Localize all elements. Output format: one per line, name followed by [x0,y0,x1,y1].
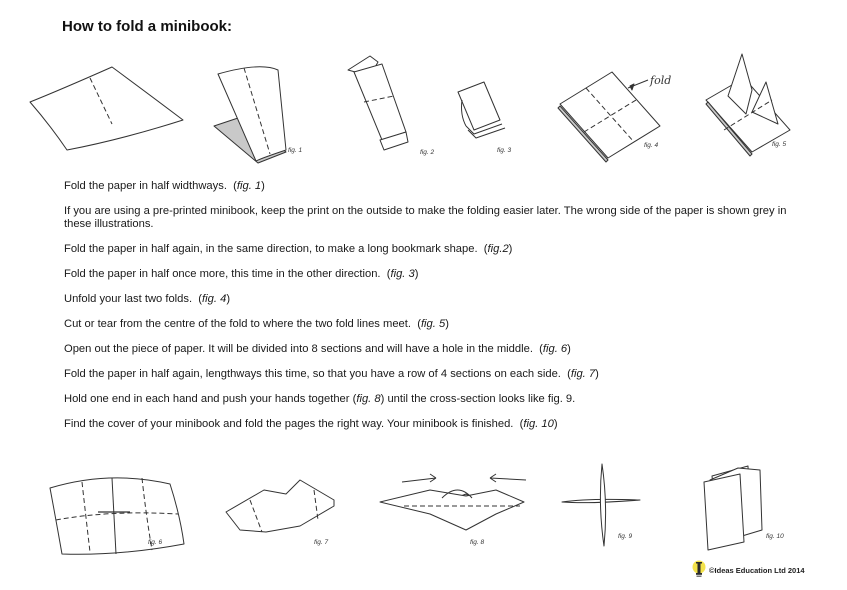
copyright-text: ©Ideas Education Ltd 2014 [709,565,805,575]
fig7-illustration [226,480,334,532]
fig2-illustration [348,56,408,150]
fold-annotation: fold [650,74,672,87]
fig10-illustration [704,466,762,550]
footer [692,559,805,581]
step-1: Fold the paper in half widthways. (fig. 1) [64,180,265,192]
fig2-label: fig. 2 [420,149,435,156]
step-10: Find the cover of your minibook and fold the pages the right way. Your minibook is finished. (fig. 10) [64,418,558,430]
fig9-label: fig. 9 [618,533,633,540]
fig5-label: fig. 5 [772,141,787,148]
fig1-label: fig. 1 [288,147,303,154]
bottom-illustrations [0,460,847,560]
step-7: Open out the piece of paper. It will be divided into 8 sections and will have a hole in the middle. (fig. 6) [64,343,571,355]
fig7-label: fig. 7 [314,539,329,546]
lightbulb-icon [692,559,706,581]
step-2: If you are using a pre-printed minibook, keep the print on the outside to make the folding easier later. The wrong side of the paper is shown grey in these illustrations. [64,205,787,230]
step-8: Fold the paper in half again, lengthways this time, so that you have a row of 4 sections on each side. (fig. 7) [64,368,599,380]
step-3: Fold the paper in half again, in the same direction, to make a long bookmark shape. (fig.2) [64,243,513,255]
step-6: Cut or tear from the centre of the fold to where the two fold lines meet. (fig. 5) [64,318,449,330]
fig3-illustration [458,82,505,138]
fig6-label: fig. 6 [148,539,163,546]
fig8-illustration [380,474,526,530]
instructions-list [64,180,794,443]
fig6-illustration [50,478,184,554]
fig10-label: fig. 10 [766,533,784,540]
sheet-illustration [30,67,183,150]
fig4-label: fig. 4 [644,142,659,149]
page-title: How to fold a minibook: [62,18,232,35]
step-9: Hold one end in each hand and push your hands together (fig. 8) until the cross-section looks like fig. 9. [64,393,576,405]
top-illustrations [0,40,847,165]
fig1-illustration [214,67,286,163]
fig3-label: fig. 3 [497,147,512,154]
step-4: Fold the paper in half once more, this time in the other direction. (fig. 3) [64,268,419,280]
fig8-label: fig. 8 [470,539,485,546]
step-5: Unfold your last two folds. (fig. 4) [64,293,231,305]
